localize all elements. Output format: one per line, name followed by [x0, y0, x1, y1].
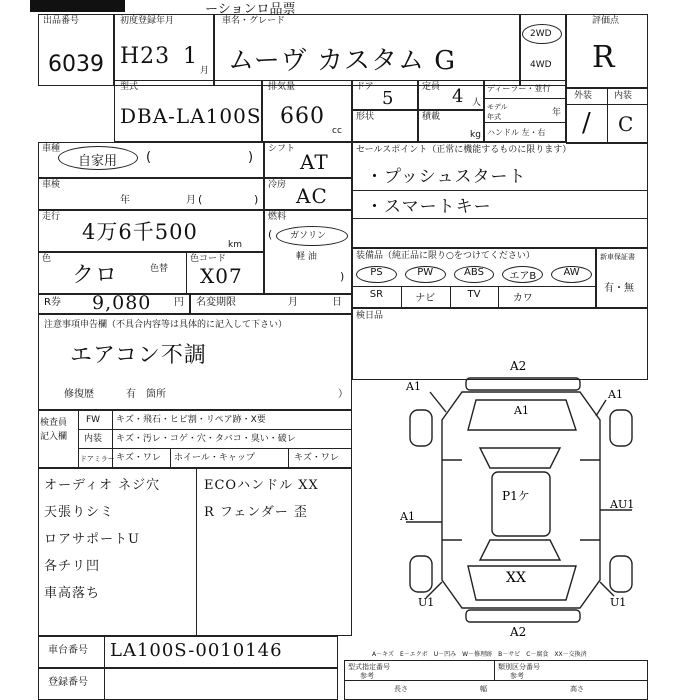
- usage-label: 車種: [42, 144, 61, 154]
- inspection-month: 月: [186, 195, 196, 206]
- fuel-diesel: 軽 油: [296, 252, 317, 262]
- handwritten-note-right-1: R フェンダー 歪: [204, 505, 308, 520]
- equipment-row-2: [352, 286, 596, 308]
- recycle-label: R券: [44, 297, 61, 308]
- inspection-paren-close: ): [254, 193, 259, 206]
- doors-value: 5: [382, 88, 395, 109]
- check-mirror-head: ドアミラー: [80, 455, 115, 463]
- diagram-front-right-label: A1: [608, 388, 623, 401]
- inspection-label: 車検: [42, 180, 61, 190]
- equipment-item-b-3: カワ: [512, 293, 533, 304]
- car-damage-diagram: [400, 360, 640, 640]
- score-label: 評価点: [592, 16, 620, 26]
- equipment-item-b-0: SR: [369, 289, 384, 300]
- diagram-roof-label: P1ケ: [502, 489, 530, 503]
- mileage-unit: km: [228, 240, 242, 250]
- mileage-label: 走行: [42, 212, 61, 222]
- fuel-label: 燃料: [268, 212, 287, 222]
- diagram-front-label: A2: [510, 360, 527, 373]
- car-name-value: ムーヴ カスタム G: [228, 46, 456, 76]
- handwritten-note-left-2: ロアサポートU: [44, 532, 140, 547]
- check-wheel-label: ホイール・キャップ: [174, 453, 255, 463]
- size-length: 長さ: [394, 685, 408, 693]
- certified-label: 型式指定番号: [348, 663, 390, 671]
- dealer-year-unit: 年: [552, 108, 562, 118]
- warranty-value: 有・無: [604, 283, 634, 294]
- inspector-check-label-2: 記入欄: [40, 432, 68, 442]
- expiry-day: 日: [332, 297, 342, 308]
- diagram-right-side-label: AU1: [610, 498, 635, 511]
- dealer-model-label: モデル: [487, 103, 508, 111]
- ac-value: AC: [296, 184, 328, 208]
- header-title: ーションロ品票: [205, 2, 296, 17]
- usage-paren-open: (: [146, 150, 152, 165]
- expiry-month: 月: [288, 297, 298, 308]
- color-code-label: 色コード: [190, 254, 227, 264]
- notes-text: エアコン不調: [70, 343, 207, 368]
- selling-points-label: セールスポイント（正常に機能するものに限ります）: [356, 145, 572, 155]
- lot-number: 6039: [48, 52, 104, 77]
- selling-point-1: ・プッシュスタート: [366, 167, 527, 187]
- registration-label: 初度登録年月: [120, 16, 175, 26]
- fuel-paren-close: ): [340, 270, 345, 283]
- dealer-year-label: 年式: [487, 113, 501, 121]
- check-wheel-items: キズ・ワレ: [294, 453, 339, 463]
- inspection-year: 年: [120, 195, 130, 206]
- equipment-item-b-2: TV: [467, 289, 481, 300]
- displacement-label: 排気量: [268, 82, 296, 92]
- load-label: 積載: [422, 112, 441, 122]
- fuel-gasoline: ガソリン: [290, 231, 327, 241]
- usage-value: 自家用: [78, 154, 118, 169]
- registration-year: H23: [120, 44, 171, 69]
- fuel-paren-open: (: [268, 228, 273, 241]
- recycle-unit: 円: [174, 297, 184, 308]
- reg-number-label: 登録番号: [48, 677, 88, 688]
- usage-paren-close: ): [248, 150, 254, 165]
- exterior-score: /: [582, 108, 592, 138]
- equipment-item-circle-4: [551, 266, 592, 283]
- diagram-rear-right-label: U1: [610, 596, 627, 609]
- color-label: 色: [42, 254, 52, 264]
- diagram-front-left-label: A1: [406, 380, 421, 393]
- inspector-date-label: 検日品: [356, 311, 384, 321]
- interior-score: C: [618, 112, 635, 136]
- capacity-value: 4: [452, 86, 465, 107]
- equipment-item-3: エアB: [509, 271, 537, 282]
- handle-label: ハンドル 左・右: [487, 128, 546, 137]
- header-bar: [30, 0, 350, 17]
- diagram-hood-label: A1: [514, 404, 529, 417]
- equipment-item-4: AW: [563, 267, 580, 278]
- selling-point-2: ・スマートキー: [366, 197, 492, 217]
- model-value: DBA-LA100S: [120, 104, 262, 128]
- drive-4wd: 4WD: [530, 60, 552, 70]
- handwritten-notes-box: [38, 468, 352, 636]
- handwritten-note-right-0: ECOハンドル XX: [204, 478, 319, 493]
- load-unit: kg: [470, 130, 481, 140]
- legend-line: A－キズ E－エクボ U－凹み W－修理跡 B－サビ C－腐食 XX－交換済: [372, 651, 587, 658]
- capacity-unit: 人: [472, 98, 482, 108]
- exterior-label: 外装: [574, 91, 593, 101]
- size-width: 幅: [480, 685, 487, 693]
- dealer-label: ディーラー・並行: [487, 84, 551, 93]
- check-fw-head: FW: [86, 415, 101, 425]
- equipment-item-circle-1: [405, 266, 446, 283]
- diagram-trunk-label: XX: [506, 570, 526, 586]
- expiry-label: 名変期限: [196, 297, 236, 308]
- repair-value: 有: [126, 389, 136, 400]
- category-ref: 参考: [510, 672, 524, 680]
- notes-label: 注意事項申告欄（不具合内容等は具体的に記入して下さい）: [44, 320, 288, 330]
- handwritten-note-left-4: 車高落ち: [44, 586, 101, 601]
- equipment-item-circle-2: [454, 266, 495, 283]
- category-label: 類別区分番号: [498, 663, 540, 671]
- chassis-value: LA100S-0010146: [110, 640, 283, 661]
- inspection-paren-open: (: [198, 193, 203, 206]
- equipment-row-1: [352, 264, 596, 286]
- equipment-item-circle-0: [356, 266, 397, 283]
- model-label: 型式: [120, 82, 139, 92]
- color-code-value: X07: [200, 264, 243, 288]
- shift-label: シフト: [268, 144, 296, 154]
- repair-place: 箇所: [146, 389, 166, 400]
- certified-ref: 参考: [360, 672, 374, 680]
- inspection-box: [38, 178, 264, 210]
- car-name-label: 車名・グレード: [222, 16, 286, 26]
- handwritten-note-left-3: 各チリ凹: [44, 559, 101, 574]
- equipment-item-b-1: ナビ: [415, 293, 436, 304]
- displacement-unit: cc: [332, 126, 342, 136]
- repair-label: 修復歴: [64, 389, 94, 400]
- diagram-left-side-label: A1: [400, 510, 415, 523]
- equipment-item-0: PS: [370, 267, 383, 278]
- recycle-value: 9,080: [92, 292, 152, 314]
- warranty-label: 新車保証書: [600, 253, 635, 261]
- equipment-item-1: PW: [417, 267, 434, 278]
- color-change-label: 色替: [150, 264, 169, 274]
- handwritten-note-left-0: オーディオ ネジ穴: [44, 478, 161, 493]
- lot-label: 出品番号: [43, 16, 80, 26]
- handwritten-note-left-1: 天張りシミ: [44, 505, 115, 520]
- drive-2wd: 2WD: [530, 29, 552, 39]
- capacity-label: 定員: [422, 82, 441, 92]
- size-height: 高さ: [570, 685, 584, 693]
- interior-label: 内装: [614, 91, 633, 101]
- diagram-rear-left-label: U1: [418, 596, 435, 609]
- shape-label: 形状: [356, 112, 375, 122]
- mileage-value: 4万6千500: [82, 220, 198, 244]
- check-interior-items: キズ・汚レ・コゲ・穴・タバコ・臭い・破レ: [116, 434, 296, 444]
- score-value: R: [592, 40, 616, 75]
- registration-month-unit: 月: [200, 66, 210, 76]
- doors-label: ドア: [356, 82, 374, 92]
- shift-value: AT: [300, 150, 329, 174]
- displacement-value: 660: [280, 104, 325, 129]
- inspector-check-label-1: 検査員: [40, 418, 68, 428]
- equipment-item-circle-3: [502, 266, 543, 283]
- registration-month: 1: [183, 44, 198, 69]
- equipment-label: 装備品（純正品に限り○をつけてください）: [356, 251, 535, 261]
- ac-label: 冷房: [268, 180, 287, 190]
- repair-bracket-close: ）: [338, 389, 348, 400]
- color-value: クロ: [72, 263, 119, 288]
- equipment-item-2: ABS: [464, 267, 484, 278]
- check-fw-items: キズ・飛石・ヒビ割・リペア跡・X要: [116, 415, 266, 425]
- check-mirror-items: キズ・ワレ: [116, 453, 161, 463]
- check-interior-head: 内装: [84, 434, 103, 444]
- diagram-rear-label: A2: [510, 625, 527, 639]
- chassis-label: 車台番号: [48, 645, 88, 656]
